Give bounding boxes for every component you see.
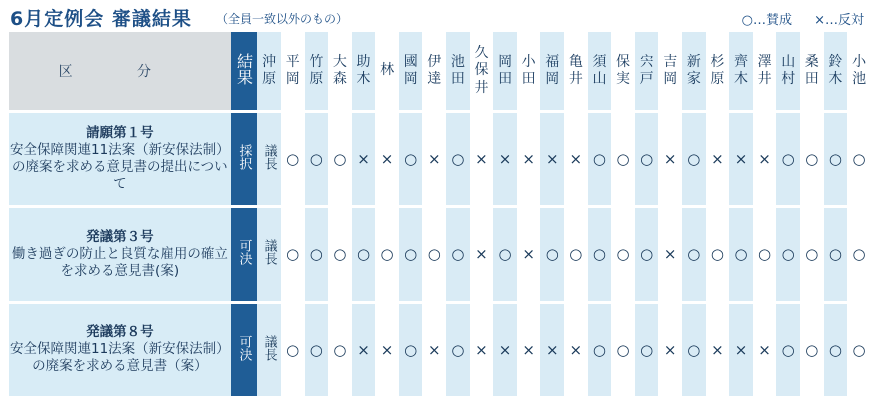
vote-cell: ○ <box>399 208 423 300</box>
member-header: 久保井 <box>474 44 489 96</box>
legend-oppose: ×…反対 <box>814 13 864 28</box>
vote-cell: ○ <box>852 340 866 359</box>
vote-cell: ○ <box>682 208 706 300</box>
vote-cell: ○ <box>427 245 441 264</box>
vote-cell: ○ <box>805 150 819 169</box>
member-header: 鈴木 <box>824 32 848 110</box>
vote-cell: ○ <box>635 304 659 396</box>
vote-cell: × <box>522 245 535 264</box>
vote-cell: × <box>475 340 488 359</box>
vote-cell: × <box>352 304 376 396</box>
table-row <box>9 113 871 205</box>
item-number: 発議第８号 <box>86 324 154 341</box>
member-header: 保実 <box>616 53 631 87</box>
page-title: 6月定例会 審議結果 <box>10 8 192 30</box>
item-cell <box>9 304 231 396</box>
vote-cell: × <box>758 340 771 359</box>
member-header: 國岡 <box>399 32 423 110</box>
vote-cell: × <box>663 150 677 169</box>
vote-cell: × <box>380 340 394 359</box>
vote-cell: × <box>540 113 564 205</box>
vote-cell: × <box>475 150 488 169</box>
vote-cell: ○ <box>682 113 706 205</box>
vote-cell: × <box>729 113 753 205</box>
vote-cell: × <box>352 113 376 205</box>
vote-cell: ○ <box>399 304 423 396</box>
member-header: 亀井 <box>568 53 583 87</box>
kekka-header: 結果 <box>231 32 258 110</box>
item-number: 発議第３号 <box>86 228 154 245</box>
vote-cell: ○ <box>446 304 470 396</box>
vote-cell: × <box>711 150 724 169</box>
vote-cell: ○ <box>758 245 772 264</box>
vote-result-table <box>9 32 871 396</box>
vote-cell: ○ <box>805 340 819 359</box>
vote-cell: ○ <box>380 245 394 264</box>
vote-cell: 議長 <box>257 304 281 396</box>
member-header: 岡田 <box>493 32 517 110</box>
vote-cell: ○ <box>352 208 376 300</box>
item-number: 請願第１号 <box>86 125 154 142</box>
vote-cell: × <box>522 340 535 359</box>
vote-cell: ○ <box>776 113 800 205</box>
vote-cell: ○ <box>824 113 848 205</box>
vote-cell: ○ <box>729 208 753 300</box>
vote-cell: ○ <box>710 245 724 264</box>
legend <box>724 9 864 28</box>
member-header: 杉原 <box>710 53 725 87</box>
vote-cell: ○ <box>286 245 300 264</box>
vote-cell: × <box>711 340 724 359</box>
vote-cell: ○ <box>852 150 866 169</box>
vote-cell: ○ <box>588 304 612 396</box>
member-header: 新家 <box>682 32 706 110</box>
vote-cell: ○ <box>616 245 630 264</box>
vote-cell: ○ <box>635 208 659 300</box>
member-header: 福岡 <box>540 32 564 110</box>
vote-cell: × <box>758 150 771 169</box>
member-header: 齊木 <box>729 32 753 110</box>
vote-cell: ○ <box>776 304 800 396</box>
table-row <box>9 304 871 396</box>
vote-cell: × <box>427 340 441 359</box>
vote-cell: ○ <box>824 304 848 396</box>
vote-cell: ○ <box>333 340 347 359</box>
vote-cell: × <box>663 340 677 359</box>
vote-cell: ○ <box>540 208 564 300</box>
title-row <box>8 4 878 30</box>
vote-cell: ○ <box>588 113 612 205</box>
vote-cell: × <box>427 150 441 169</box>
vote-cell: × <box>729 304 753 396</box>
vote-cell: ○ <box>852 245 866 264</box>
vote-cell: ○ <box>286 340 300 359</box>
vote-cell: × <box>540 304 564 396</box>
legend-approve: ○…賛成 <box>741 13 792 28</box>
kubun-header: 区 分 <box>9 32 231 110</box>
vote-cell: × <box>475 245 488 264</box>
vote-cell: ○ <box>824 208 848 300</box>
vote-cell: ○ <box>776 208 800 300</box>
vote-cell: ○ <box>493 208 517 300</box>
vote-cell: ○ <box>805 245 819 264</box>
member-header: 宍戸 <box>635 32 659 110</box>
vote-cell: × <box>522 150 535 169</box>
member-header: 山村 <box>776 32 800 110</box>
vote-cell: × <box>380 150 394 169</box>
vote-cell: ○ <box>333 150 347 169</box>
vote-cell: ○ <box>305 208 329 300</box>
header-row <box>9 32 871 110</box>
member-header: 林 <box>380 62 395 79</box>
member-header: 平岡 <box>285 53 300 87</box>
member-header: 須山 <box>588 32 612 110</box>
item-title: 安全保障関連11法案（新安保法制）の廃案を求める意見書（案） <box>9 341 230 375</box>
table-row <box>9 208 871 300</box>
vote-cell: 議長 <box>257 113 281 205</box>
page-subtitle: （全員一致以外のもの） <box>216 12 349 26</box>
vote-cell: ○ <box>588 208 612 300</box>
member-header: 助木 <box>352 32 376 110</box>
result-cell: 採択 <box>231 113 258 205</box>
result-cell: 可決 <box>231 304 258 396</box>
member-header: 大森 <box>332 53 347 87</box>
vote-cell: 議長 <box>257 208 281 300</box>
member-header: 小池 <box>852 53 867 87</box>
member-header: 吉岡 <box>663 53 678 87</box>
vote-cell: × <box>569 340 583 359</box>
table-body <box>9 110 871 396</box>
vote-cell: ○ <box>616 340 630 359</box>
result-cell: 可決 <box>231 208 258 300</box>
item-title: 安全保障関連11法案（新安保法制）の廃案を求める意見書の提出について <box>9 142 230 193</box>
vote-cell: × <box>493 113 517 205</box>
vote-cell: × <box>663 245 677 264</box>
vote-cell: × <box>493 304 517 396</box>
vote-cell: ○ <box>569 245 583 264</box>
member-header: 桑田 <box>804 53 819 87</box>
vote-cell: ○ <box>305 304 329 396</box>
member-header: 小田 <box>521 53 536 87</box>
vote-cell: ○ <box>635 113 659 205</box>
item-title: 働き過ぎの防止と良質な雇用の確立を求める意見書(案) <box>11 245 228 279</box>
member-header: 池田 <box>446 32 470 110</box>
member-header: 伊達 <box>427 53 442 87</box>
item-cell <box>9 208 231 300</box>
member-header: 竹原 <box>305 32 329 110</box>
vote-cell: × <box>569 150 583 169</box>
vote-cell: ○ <box>305 113 329 205</box>
vote-cell: ○ <box>616 150 630 169</box>
member-header: 沖原 <box>257 32 281 110</box>
vote-cell: ○ <box>333 245 347 264</box>
vote-cell: ○ <box>286 150 300 169</box>
vote-cell: ○ <box>446 208 470 300</box>
member-header: 澤井 <box>757 53 772 87</box>
item-cell <box>9 113 231 205</box>
vote-cell: ○ <box>446 113 470 205</box>
vote-cell: ○ <box>682 304 706 396</box>
vote-cell: ○ <box>399 113 423 205</box>
